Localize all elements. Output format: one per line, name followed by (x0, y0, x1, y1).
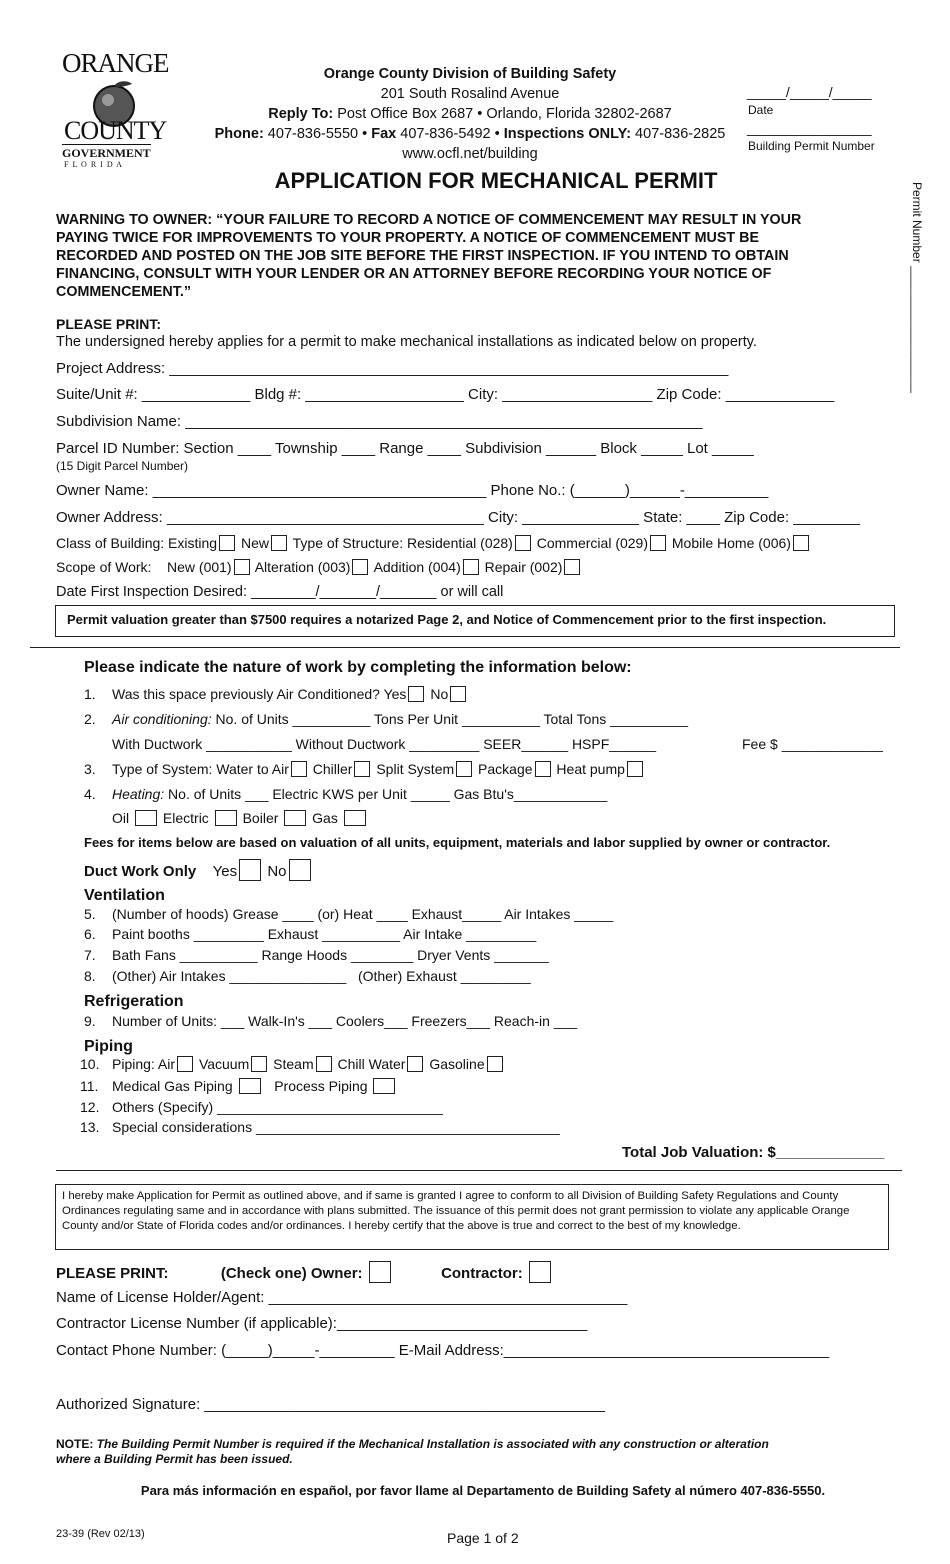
note-line2: where a Building Permit has been issued. (56, 1452, 293, 1466)
refrigeration-item[interactable] (84, 1013, 577, 1029)
logo-line-orange: ORANGE (62, 48, 169, 78)
logo-line-government: GOVERNMENT (62, 146, 151, 160)
item-num: 5. (84, 906, 96, 922)
suite-bldg-city-zip-field[interactable]: Suite/Unit #: _____________ Bldg #: ___________________ City: __________________ Zip Code: _____________ (56, 386, 835, 403)
ventilation-item[interactable] (84, 947, 549, 963)
divider (56, 1170, 902, 1171)
q1-no-checkbox[interactable] (450, 686, 466, 702)
spanish-info: Para más información en español, por favor llame al Departamento de Building Safety al número 407-836-5550. (140, 1483, 826, 1498)
signer-row (56, 1261, 553, 1283)
water-to-air-checkbox[interactable] (291, 761, 307, 777)
building-permit-number-label: Building Permit Number (748, 139, 875, 153)
ventilation-item[interactable] (84, 926, 536, 942)
permit-number-side-label[interactable]: Permit Number ___________________ (910, 182, 924, 393)
fax-text: 407-836-5492 • (396, 126, 504, 142)
boiler-checkbox[interactable] (284, 810, 306, 826)
water-to-air-label: Type of System: Water to Air (112, 761, 289, 777)
boiler-label: Boiler (242, 810, 279, 826)
vacuum-checkbox[interactable] (251, 1056, 267, 1072)
agency-name: Orange County Division of Building Safety (323, 66, 617, 82)
q1-row (84, 686, 468, 702)
special-considerations-field: Special considerations _______________________________________ (112, 1119, 560, 1135)
inspections-text: 407-836-2825 (631, 126, 726, 142)
q4-text: No. of Units ___ Electric KWS per Unit _____ Gas Btu's____________ (164, 786, 608, 802)
please-print-label: PLEASE PRINT: (56, 316, 162, 332)
electric-checkbox[interactable] (215, 810, 237, 826)
electric-label: Electric (162, 810, 209, 826)
duct-no-label: No (267, 863, 287, 880)
contractor-check-label: Contractor: (441, 1265, 523, 1282)
date-label: Date (748, 103, 774, 117)
heat-pump-checkbox[interactable] (627, 761, 643, 777)
phone-line (180, 124, 760, 144)
commercial-label: Commercial (029) (536, 535, 648, 551)
oil-label: Oil (112, 810, 130, 826)
page-number: Page 1 of 2 (447, 1530, 519, 1546)
date-field[interactable]: _____/_____/_____ (747, 84, 872, 100)
existing-checkbox[interactable] (219, 535, 235, 551)
repair-checkbox[interactable] (564, 559, 580, 575)
others-specify-field: Others (Specify) _____________________________ (112, 1099, 443, 1115)
heat-pump-label: Heat pump (556, 761, 625, 777)
affidavit-text: I hereby make Application for Permit as outlined above, and if same is granted I agree to conform to all Division of Building Safety Regulations and County Ordinances regulating same and in accordance with plans submitted. The issuance of this permit does not grant permission to violate any applicable Orange County and/or State of Florida codes and/or ordinances. I hereby certify that the above is true and correct to the best of my knowledge. (62, 1190, 850, 1232)
page-title: APPLICATION FOR MECHANICAL PERMIT (274, 168, 718, 193)
item-text: (Other) Air Intakes _______________ (Other) Exhaust _________ (112, 968, 531, 984)
item-text: Paint booths _________ Exhaust __________ Air Intake _________ (112, 926, 537, 942)
structure-residential-label: Type of Structure: Residential (028) (292, 535, 513, 551)
website[interactable]: www.ocfl.net/building (402, 146, 538, 162)
fax-label: Fax (371, 126, 397, 142)
medical-gas-label: Medical Gas Piping (112, 1078, 233, 1094)
item-num: 13. (80, 1119, 100, 1135)
owner-checkbox[interactable] (369, 1261, 391, 1283)
note-label: NOTE: (56, 1437, 94, 1451)
owner-check-label: (Check one) Owner: (220, 1265, 363, 1282)
fees-note: Fees for items below are based on valuation of all units, equipment, materials and labor supplied by owner or contractor. (84, 835, 831, 850)
medical-gas-checkbox[interactable] (239, 1078, 261, 1094)
header-address-block (180, 64, 760, 164)
item-text: Number of Units: ___ Walk-In's ___ Coolers___ Freezers___ Reach-in ___ (112, 1013, 578, 1029)
duct-yes-checkbox[interactable] (239, 859, 261, 881)
q2-italic: Air conditioning: (112, 711, 212, 727)
duct-work-row (84, 859, 313, 881)
item-num: 7. (84, 947, 96, 963)
mobile-home-label: Mobile Home (006) (671, 535, 791, 551)
split-system-label: Split System (376, 761, 455, 777)
warning-line: RECORDED AND POSTED ON THE JOB SITE BEFORE THE FIRST INSPECTION. IF YOU INTEND TO OBTAIN (56, 248, 789, 264)
owner-address-field[interactable]: Owner Address: ______________________________________ City: ______________ State: ____ Zip Code: ________ (56, 509, 861, 526)
warning-block (56, 211, 801, 301)
warning-line: FINANCING, CONSULT WITH YOUR LENDER OR AN ATTORNEY BEFORE RECORDING YOUR NOTICE OF (56, 266, 772, 282)
item-text: Bath Fans __________ Range Hoods ________ Dryer Vents _______ (112, 947, 549, 963)
piping-air-label: Piping: Air (112, 1056, 176, 1072)
q4-italic: Heating: (112, 786, 165, 802)
scope-of-work-row (56, 559, 582, 575)
steam-label: Steam (273, 1056, 314, 1072)
mobile-home-checkbox[interactable] (793, 535, 809, 551)
gasoline-label: Gasoline (429, 1056, 485, 1072)
item-text: (Number of hoods) Grease ____ (or) Heat ____ Exhaust_____ Air Intakes _____ (112, 906, 614, 922)
phone-label: Phone: (214, 126, 264, 142)
warning-line: PAYING TWICE FOR IMPROVEMENTS TO YOUR PROPERTY. A NOTICE OF COMMENCEMENT MUST BE (56, 230, 759, 246)
signer-please-print: PLEASE PRINT: (56, 1265, 169, 1282)
package-checkbox[interactable] (535, 761, 551, 777)
contact-phone-email-field[interactable]: Contact Phone Number: (_____)_____-_________ E-Mail Address:_______________________________________ (56, 1342, 830, 1359)
piping-heading: Piping (84, 1038, 133, 1055)
project-address-field[interactable]: Project Address: ___________________________________________________________________ (56, 360, 729, 377)
process-piping-checkbox[interactable] (373, 1078, 395, 1094)
chill-water-checkbox[interactable] (407, 1056, 423, 1072)
process-piping-label: Process Piping (274, 1078, 368, 1094)
q3-row (84, 761, 645, 777)
reply-line (180, 104, 760, 124)
license-holder-field[interactable]: Name of License Holder/Agent: ___________________________________________ (56, 1289, 628, 1306)
piping-row-13[interactable] (80, 1119, 560, 1135)
item-num: 12. (80, 1099, 100, 1115)
intro-text: The undersigned hereby applies for a permit to make mechanical installations as indicated below on property. (56, 334, 757, 350)
item-num: 6. (84, 926, 96, 942)
building-permit-number-field[interactable]: ________________ (747, 120, 872, 136)
gasoline-checkbox[interactable] (487, 1056, 503, 1072)
duct-yes-label: Yes (212, 863, 238, 880)
commercial-checkbox[interactable] (650, 535, 666, 551)
alteration-checkbox[interactable] (352, 559, 368, 575)
package-label: Package (478, 761, 533, 777)
gas-label: Gas (312, 810, 338, 826)
ventilation-item[interactable] (84, 906, 613, 922)
steam-checkbox[interactable] (316, 1056, 332, 1072)
piping-row-11 (80, 1078, 397, 1094)
chiller-label: Chiller (312, 761, 353, 777)
logo-line-florida: F L O R I D A (64, 160, 123, 169)
reply-text: Post Office Box 2687 • Orlando, Florida 32802-2687 (333, 106, 672, 122)
q2-num: 2. (84, 711, 96, 727)
q1-num: 1. (84, 686, 96, 702)
valuation-notice-text: Permit valuation greater than $7500 requires a notarized Page 2, and Notice of Commencement prior to the first inspection. (67, 612, 827, 627)
owner-name-phone-field[interactable]: Owner Name: ________________________________________ Phone No.: (______)______-__________ (56, 482, 769, 499)
warning-line: COMMENCEMENT.” (56, 284, 192, 300)
q2-row[interactable] (84, 711, 688, 727)
subdivision-name-field[interactable]: Subdivision Name: ______________________________________________________________ (56, 413, 703, 430)
split-system-checkbox[interactable] (456, 761, 472, 777)
note-block (56, 1437, 769, 1467)
form-number: 23-39 (Rev 02/13) (56, 1528, 145, 1540)
q1-yes-checkbox[interactable] (408, 686, 424, 702)
item-num: 10. (80, 1056, 100, 1072)
contractor-license-field[interactable]: Contractor License Number (if applicable):______________________________ (56, 1315, 588, 1332)
item-num: 8. (84, 968, 96, 984)
refrigeration-heading: Refrigeration (84, 993, 184, 1010)
vacuum-label: Vacuum (198, 1056, 250, 1072)
chiller-checkbox[interactable] (354, 761, 370, 777)
q3-num: 3. (84, 761, 96, 777)
fee-field[interactable]: Fee $ _____________ (742, 736, 883, 752)
orange-county-logo (58, 48, 170, 170)
residential-checkbox[interactable] (515, 535, 531, 551)
total-job-valuation-field[interactable]: Total Job Valuation: $_____________ (622, 1144, 885, 1161)
scope-new-checkbox[interactable] (234, 559, 250, 575)
class-existing-label: Class of Building: Existing (56, 535, 218, 551)
first-inspection-date-field[interactable]: Date First Inspection Desired: ________/_______/_______ or will call (56, 584, 504, 600)
reply-label: Reply To: (268, 106, 334, 122)
repair-label: Repair (002) (484, 559, 563, 575)
addition-label: Addition (004) (373, 559, 461, 575)
new-building-checkbox[interactable] (271, 535, 287, 551)
duct-no-checkbox[interactable] (289, 859, 311, 881)
street-address: 201 South Rosalind Avenue (380, 86, 560, 102)
gas-checkbox[interactable] (344, 810, 366, 826)
addition-checkbox[interactable] (463, 559, 479, 575)
air-checkbox[interactable] (177, 1056, 193, 1072)
q4-num: 4. (84, 786, 96, 802)
alteration-label: Alteration (003) (254, 559, 351, 575)
scope-new-label: Scope of Work: New (001) (56, 559, 232, 575)
note-line1: The Building Permit Number is required if the Mechanical Installation is associated with any construction or alteration (93, 1437, 769, 1451)
q4-fuel-row (112, 810, 368, 826)
piping-row-10 (80, 1056, 505, 1072)
contractor-checkbox[interactable] (529, 1261, 551, 1283)
warning-line: WARNING TO OWNER: “YOUR FAILURE TO RECORD A NOTICE OF COMMENCEMENT MAY RESULT IN YOUR (56, 212, 802, 228)
q2-ductwork-row[interactable]: With Ductwork ___________ Without Ductwork _________ SEER______ HSPF______ (112, 736, 656, 752)
piping-row-12[interactable] (80, 1099, 443, 1115)
class-new-label: New (240, 535, 269, 551)
oil-checkbox[interactable] (135, 810, 157, 826)
item-num: 9. (84, 1013, 96, 1029)
parcel-id-field[interactable]: Parcel ID Number: Section ____ Township ____ Range ____ Subdivision ______ Block _____ Lot _____ (56, 440, 754, 457)
q2-text: No. of Units __________ Tons Per Unit __________ Total Tons __________ (211, 711, 688, 727)
nature-heading: Please indicate the nature of work by completing the information below: (84, 659, 632, 676)
inspections-label: Inspections ONLY: (503, 126, 632, 142)
item-num: 11. (80, 1078, 99, 1094)
phone-text: 407-836-5550 • (263, 126, 372, 142)
q1-text: Was this space previously Air Conditioned? Yes (112, 686, 407, 702)
class-of-building-row (56, 535, 811, 551)
authorized-signature-field[interactable]: Authorized Signature: ________________________________________________ (56, 1396, 605, 1413)
chill-water-label: Chill Water (337, 1056, 406, 1072)
q4-row[interactable] (84, 786, 607, 802)
q1-no-label: No (430, 686, 449, 702)
parcel-note: (15 Digit Parcel Number) (56, 459, 189, 473)
divider (30, 647, 900, 648)
ventilation-heading: Ventilation (84, 887, 165, 904)
ventilation-item[interactable] (84, 968, 531, 984)
duct-work-label: Duct Work Only (84, 863, 197, 880)
logo-line-county: COUNTY (64, 116, 167, 145)
